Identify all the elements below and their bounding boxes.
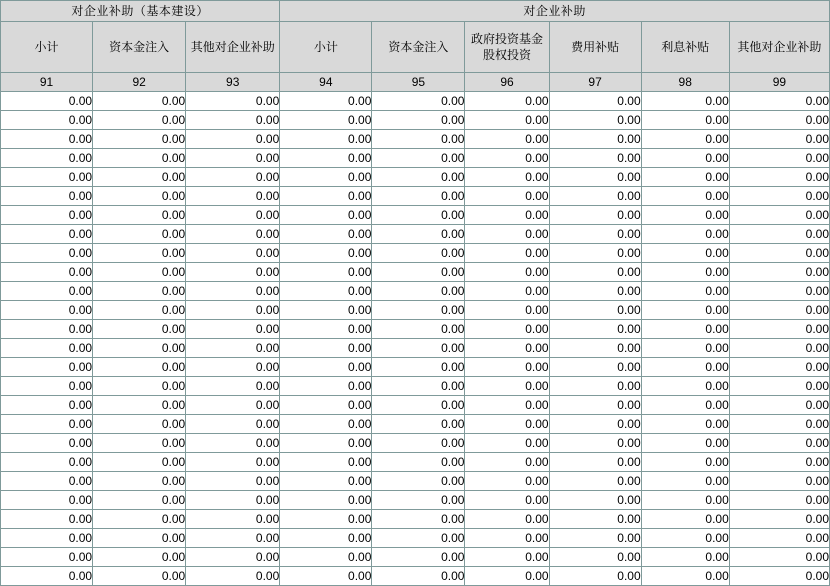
table-cell[interactable]: 0.00 (372, 263, 465, 282)
table-cell[interactable]: 0.00 (549, 187, 641, 206)
table-cell[interactable]: 0.00 (1, 548, 93, 567)
table-cell[interactable]: 0.00 (729, 92, 829, 111)
table-cell[interactable]: 0.00 (729, 453, 829, 472)
table-cell[interactable]: 0.00 (729, 377, 829, 396)
table-cell[interactable]: 0.00 (549, 168, 641, 187)
table-cell[interactable]: 0.00 (465, 358, 549, 377)
table-cell[interactable]: 0.00 (641, 149, 729, 168)
table-cell[interactable]: 0.00 (93, 415, 186, 434)
table-cell[interactable]: 0.00 (465, 453, 549, 472)
table-cell[interactable]: 0.00 (1, 377, 93, 396)
table-cell[interactable]: 0.00 (280, 244, 372, 263)
table-cell[interactable]: 0.00 (186, 92, 280, 111)
table-cell[interactable]: 0.00 (549, 377, 641, 396)
table-cell[interactable]: 0.00 (186, 453, 280, 472)
table-row (1, 187, 830, 206)
table-cell[interactable]: 0.00 (372, 415, 465, 434)
column-header-cell: 费用补贴 (549, 22, 641, 73)
table-cell[interactable]: 0.00 (465, 301, 549, 320)
table-cell[interactable]: 0.00 (729, 472, 829, 491)
table-cell[interactable]: 0.00 (729, 149, 829, 168)
table-row (1, 529, 830, 548)
table-cell[interactable]: 0.00 (549, 415, 641, 434)
table-cell[interactable]: 0.00 (93, 225, 186, 244)
table-cell[interactable]: 0.00 (186, 320, 280, 339)
table-row (1, 168, 830, 187)
table-row (1, 548, 830, 567)
table-cell[interactable]: 0.00 (1, 149, 93, 168)
table-cell[interactable]: 0.00 (372, 453, 465, 472)
table-cell[interactable]: 0.00 (641, 548, 729, 567)
table-row (1, 510, 830, 529)
table-row (1, 301, 830, 320)
column-header-cell: 资本金注入 (372, 22, 465, 73)
table-cell[interactable]: 0.00 (641, 529, 729, 548)
table-cell[interactable]: 0.00 (280, 320, 372, 339)
table-cell[interactable]: 0.00 (186, 111, 280, 130)
column-code-cell: 98 (641, 73, 729, 92)
table-cell[interactable]: 0.00 (1, 130, 93, 149)
table-cell[interactable]: 0.00 (186, 168, 280, 187)
table-cell[interactable]: 0.00 (93, 130, 186, 149)
table-cell[interactable]: 0.00 (641, 130, 729, 149)
table-cell[interactable]: 0.00 (641, 396, 729, 415)
table-cell[interactable]: 0.00 (186, 282, 280, 301)
group-header-cell: 对企业补助（基本建设） (1, 1, 280, 22)
table-row (1, 282, 830, 301)
table-row (1, 491, 830, 510)
table-row (1, 225, 830, 244)
table-cell[interactable]: 0.00 (93, 453, 186, 472)
table-cell[interactable]: 0.00 (549, 434, 641, 453)
table-cell[interactable]: 0.00 (465, 529, 549, 548)
table-cell[interactable]: 0.00 (641, 187, 729, 206)
column-header-cell: 资本金注入 (93, 22, 186, 73)
table-cell[interactable]: 0.00 (729, 187, 829, 206)
group-header-cell: 对企业补助 (280, 1, 830, 22)
table-cell[interactable]: 0.00 (372, 130, 465, 149)
table-cell[interactable]: 0.00 (641, 415, 729, 434)
table-cell[interactable]: 0.00 (93, 301, 186, 320)
table-cell[interactable]: 0.00 (549, 320, 641, 339)
table-cell[interactable]: 0.00 (1, 339, 93, 358)
table-cell[interactable]: 0.00 (186, 358, 280, 377)
table-cell[interactable]: 0.00 (465, 111, 549, 130)
table-cell[interactable]: 0.00 (641, 206, 729, 225)
table-cell[interactable]: 0.00 (729, 111, 829, 130)
table-cell[interactable]: 0.00 (186, 149, 280, 168)
table-cell[interactable]: 0.00 (729, 263, 829, 282)
table-row (1, 92, 830, 111)
table-cell[interactable]: 0.00 (549, 472, 641, 491)
table-cell[interactable]: 0.00 (729, 320, 829, 339)
table-cell[interactable]: 0.00 (549, 301, 641, 320)
table-cell[interactable]: 0.00 (93, 282, 186, 301)
table-row (1, 320, 830, 339)
table-header (1, 1, 830, 92)
table-cell[interactable]: 0.00 (641, 491, 729, 510)
table-cell[interactable]: 0.00 (1, 282, 93, 301)
table-cell[interactable]: 0.00 (641, 510, 729, 529)
column-code-cell: 93 (186, 73, 280, 92)
table-cell[interactable]: 0.00 (465, 149, 549, 168)
table-cell[interactable]: 0.00 (465, 510, 549, 529)
table-cell[interactable]: 0.00 (372, 187, 465, 206)
table-cell[interactable]: 0.00 (729, 206, 829, 225)
table-cell[interactable]: 0.00 (280, 377, 372, 396)
table-cell[interactable]: 0.00 (729, 415, 829, 434)
table-cell[interactable]: 0.00 (93, 396, 186, 415)
table-cell[interactable]: 0.00 (93, 358, 186, 377)
table-row (1, 244, 830, 263)
table-cell[interactable]: 0.00 (465, 320, 549, 339)
table-cell[interactable]: 0.00 (280, 263, 372, 282)
table-cell[interactable]: 0.00 (729, 567, 829, 586)
table-cell[interactable]: 0.00 (186, 301, 280, 320)
table-cell[interactable]: 0.00 (93, 472, 186, 491)
table-cell[interactable]: 0.00 (1, 396, 93, 415)
table-cell[interactable]: 0.00 (372, 225, 465, 244)
table-cell[interactable]: 0.00 (186, 491, 280, 510)
table-cell[interactable]: 0.00 (1, 187, 93, 206)
table-cell[interactable]: 0.00 (372, 510, 465, 529)
table-cell[interactable]: 0.00 (186, 396, 280, 415)
table-cell[interactable]: 0.00 (372, 244, 465, 263)
column-header-row (1, 22, 830, 73)
group-header-row (1, 1, 830, 22)
table-cell[interactable]: 0.00 (641, 92, 729, 111)
table-row (1, 358, 830, 377)
table-row (1, 339, 830, 358)
table-cell[interactable]: 0.00 (280, 510, 372, 529)
table-cell[interactable]: 0.00 (280, 358, 372, 377)
table-cell[interactable]: 0.00 (1, 491, 93, 510)
table-cell[interactable]: 0.00 (372, 206, 465, 225)
table-cell[interactable]: 0.00 (186, 263, 280, 282)
table-cell[interactable]: 0.00 (280, 529, 372, 548)
table-cell[interactable]: 0.00 (186, 415, 280, 434)
table-cell[interactable]: 0.00 (372, 168, 465, 187)
column-header-cell: 其他对企业补助 (186, 22, 280, 73)
table-cell[interactable]: 0.00 (465, 263, 549, 282)
table-cell[interactable]: 0.00 (372, 339, 465, 358)
table-cell[interactable]: 0.00 (372, 567, 465, 586)
column-code-cell: 91 (1, 73, 93, 92)
table-cell[interactable]: 0.00 (1, 453, 93, 472)
table-cell[interactable]: 0.00 (280, 301, 372, 320)
table-cell[interactable]: 0.00 (186, 187, 280, 206)
table-cell[interactable]: 0.00 (93, 206, 186, 225)
table-cell[interactable]: 0.00 (372, 111, 465, 130)
table-cell[interactable]: 0.00 (1, 263, 93, 282)
table-cell[interactable]: 0.00 (1, 529, 93, 548)
table-row (1, 130, 830, 149)
table-cell[interactable]: 0.00 (93, 187, 186, 206)
table-cell[interactable]: 0.00 (549, 453, 641, 472)
column-header-cell: 其他对企业补助 (729, 22, 829, 73)
table-cell[interactable]: 0.00 (465, 244, 549, 263)
column-header-cell: 利息补贴 (641, 22, 729, 73)
table-cell[interactable]: 0.00 (729, 225, 829, 244)
table-cell[interactable]: 0.00 (549, 529, 641, 548)
table-row (1, 396, 830, 415)
table-cell[interactable]: 0.00 (93, 263, 186, 282)
table-cell[interactable]: 0.00 (729, 491, 829, 510)
table-cell[interactable]: 0.00 (280, 92, 372, 111)
table-cell[interactable]: 0.00 (186, 130, 280, 149)
table-cell[interactable]: 0.00 (1, 434, 93, 453)
table-cell[interactable]: 0.00 (280, 434, 372, 453)
table-cell[interactable]: 0.00 (280, 111, 372, 130)
table-cell[interactable]: 0.00 (465, 415, 549, 434)
table-cell[interactable]: 0.00 (93, 529, 186, 548)
column-header-cell: 政府投资基金股权投资 (465, 22, 549, 73)
table-row (1, 453, 830, 472)
table-cell[interactable]: 0.00 (549, 548, 641, 567)
table-cell[interactable]: 0.00 (186, 434, 280, 453)
table-cell[interactable]: 0.00 (641, 453, 729, 472)
table-cell[interactable]: 0.00 (280, 453, 372, 472)
column-code-cell: 92 (93, 73, 186, 92)
column-code-cell: 94 (280, 73, 372, 92)
table-row (1, 472, 830, 491)
table-cell[interactable]: 0.00 (729, 548, 829, 567)
table-cell[interactable]: 0.00 (641, 301, 729, 320)
table-cell[interactable]: 0.00 (549, 491, 641, 510)
table-cell[interactable]: 0.00 (93, 320, 186, 339)
table-cell[interactable]: 0.00 (729, 301, 829, 320)
table-cell[interactable]: 0.00 (280, 567, 372, 586)
table-cell[interactable]: 0.00 (465, 225, 549, 244)
table-cell[interactable]: 0.00 (465, 282, 549, 301)
table-cell[interactable]: 0.00 (549, 339, 641, 358)
table-cell[interactable]: 0.00 (465, 567, 549, 586)
table-cell[interactable]: 0.00 (1, 358, 93, 377)
table-cell[interactable]: 0.00 (549, 510, 641, 529)
table-cell[interactable]: 0.00 (641, 225, 729, 244)
table-cell[interactable]: 0.00 (1, 168, 93, 187)
table-cell[interactable]: 0.00 (1, 320, 93, 339)
table-cell[interactable]: 0.00 (93, 434, 186, 453)
column-code-cell: 99 (729, 73, 829, 92)
table-cell[interactable]: 0.00 (93, 149, 186, 168)
column-code-cell: 97 (549, 73, 641, 92)
table-cell[interactable]: 0.00 (1, 92, 93, 111)
table-cell[interactable]: 0.00 (93, 92, 186, 111)
table-cell[interactable]: 0.00 (280, 472, 372, 491)
table-cell[interactable]: 0.00 (1, 244, 93, 263)
table-cell[interactable]: 0.00 (280, 149, 372, 168)
table-cell[interactable]: 0.00 (549, 130, 641, 149)
table-cell[interactable]: 0.00 (280, 548, 372, 567)
table-cell[interactable]: 0.00 (186, 510, 280, 529)
table-cell[interactable]: 0.00 (280, 168, 372, 187)
table-cell[interactable]: 0.00 (372, 548, 465, 567)
table-cell[interactable]: 0.00 (93, 510, 186, 529)
table-cell[interactable]: 0.00 (465, 434, 549, 453)
table-cell[interactable]: 0.00 (729, 396, 829, 415)
table-cell[interactable]: 0.00 (465, 339, 549, 358)
table-cell[interactable]: 0.00 (372, 149, 465, 168)
table-cell[interactable]: 0.00 (93, 548, 186, 567)
table-cell[interactable]: 0.00 (186, 339, 280, 358)
table-row (1, 111, 830, 130)
table-cell[interactable]: 0.00 (280, 282, 372, 301)
table-cell[interactable]: 0.00 (465, 548, 549, 567)
table-cell[interactable]: 0.00 (641, 282, 729, 301)
table-cell[interactable]: 0.00 (549, 244, 641, 263)
table-row (1, 263, 830, 282)
table-cell[interactable]: 0.00 (93, 111, 186, 130)
table-cell[interactable]: 0.00 (93, 339, 186, 358)
table-cell[interactable]: 0.00 (1, 472, 93, 491)
table-cell[interactable]: 0.00 (729, 358, 829, 377)
table-cell[interactable]: 0.00 (186, 377, 280, 396)
table-cell[interactable]: 0.00 (465, 92, 549, 111)
table-cell[interactable]: 0.00 (729, 339, 829, 358)
table-cell[interactable]: 0.00 (186, 472, 280, 491)
table-cell[interactable]: 0.00 (549, 567, 641, 586)
table-cell[interactable]: 0.00 (280, 396, 372, 415)
table-cell[interactable]: 0.00 (372, 472, 465, 491)
table-body (1, 92, 830, 586)
table-cell[interactable]: 0.00 (1, 301, 93, 320)
table-cell[interactable]: 0.00 (93, 244, 186, 263)
table-cell[interactable]: 0.00 (93, 377, 186, 396)
table-cell[interactable]: 0.00 (465, 168, 549, 187)
table-cell[interactable]: 0.00 (280, 187, 372, 206)
table-cell[interactable]: 0.00 (641, 377, 729, 396)
table-cell[interactable]: 0.00 (186, 244, 280, 263)
table-cell[interactable]: 0.00 (280, 339, 372, 358)
table-cell[interactable]: 0.00 (186, 529, 280, 548)
table-cell[interactable]: 0.00 (465, 472, 549, 491)
table-cell[interactable]: 0.00 (641, 434, 729, 453)
table-cell[interactable]: 0.00 (186, 567, 280, 586)
table-cell[interactable]: 0.00 (1, 415, 93, 434)
table-cell[interactable]: 0.00 (1, 510, 93, 529)
table-cell[interactable]: 0.00 (549, 149, 641, 168)
table-cell[interactable]: 0.00 (549, 358, 641, 377)
table-cell[interactable]: 0.00 (372, 396, 465, 415)
table-cell[interactable]: 0.00 (549, 263, 641, 282)
table-cell[interactable]: 0.00 (641, 111, 729, 130)
table-row (1, 567, 830, 586)
table-cell[interactable]: 0.00 (93, 491, 186, 510)
table-cell[interactable]: 0.00 (372, 92, 465, 111)
table-cell[interactable]: 0.00 (549, 92, 641, 111)
table-cell[interactable]: 0.00 (93, 567, 186, 586)
table-cell[interactable]: 0.00 (641, 244, 729, 263)
table-cell[interactable]: 0.00 (465, 377, 549, 396)
table-cell[interactable]: 0.00 (729, 529, 829, 548)
table-cell[interactable]: 0.00 (641, 358, 729, 377)
table-cell[interactable]: 0.00 (729, 244, 829, 263)
table-row (1, 434, 830, 453)
table-cell[interactable]: 0.00 (641, 263, 729, 282)
table-cell[interactable]: 0.00 (641, 168, 729, 187)
column-code-cell: 95 (372, 73, 465, 92)
table-cell[interactable]: 0.00 (729, 510, 829, 529)
table-cell[interactable]: 0.00 (372, 358, 465, 377)
table-cell[interactable]: 0.00 (372, 491, 465, 510)
table-cell[interactable]: 0.00 (1, 206, 93, 225)
column-code-row (1, 73, 830, 92)
table-cell[interactable]: 0.00 (641, 472, 729, 491)
table-cell[interactable]: 0.00 (372, 434, 465, 453)
column-code-cell: 96 (465, 73, 549, 92)
table-cell[interactable]: 0.00 (1, 111, 93, 130)
table-cell[interactable]: 0.00 (280, 225, 372, 244)
table-cell[interactable]: 0.00 (1, 567, 93, 586)
table-cell[interactable]: 0.00 (549, 396, 641, 415)
table-cell[interactable]: 0.00 (372, 320, 465, 339)
table-cell[interactable]: 0.00 (729, 168, 829, 187)
table-cell[interactable]: 0.00 (280, 130, 372, 149)
table-cell[interactable]: 0.00 (549, 111, 641, 130)
table-cell[interactable]: 0.00 (729, 130, 829, 149)
table-cell[interactable]: 0.00 (641, 567, 729, 586)
table-cell[interactable]: 0.00 (549, 282, 641, 301)
table-cell[interactable]: 0.00 (465, 206, 549, 225)
table-cell[interactable]: 0.00 (372, 529, 465, 548)
table-cell[interactable]: 0.00 (465, 187, 549, 206)
table-cell[interactable]: 0.00 (186, 225, 280, 244)
table-cell[interactable]: 0.00 (372, 377, 465, 396)
table-cell[interactable]: 0.00 (280, 415, 372, 434)
table-cell[interactable]: 0.00 (372, 301, 465, 320)
table-cell[interactable]: 0.00 (280, 206, 372, 225)
table-cell[interactable]: 0.00 (186, 206, 280, 225)
table-row (1, 415, 830, 434)
table-cell[interactable]: 0.00 (465, 491, 549, 510)
table-cell[interactable]: 0.00 (549, 225, 641, 244)
table-cell[interactable]: 0.00 (465, 130, 549, 149)
table-row (1, 206, 830, 225)
table-cell[interactable]: 0.00 (729, 434, 829, 453)
table-cell[interactable]: 0.00 (465, 396, 549, 415)
table-cell[interactable]: 0.00 (641, 320, 729, 339)
table-cell[interactable]: 0.00 (549, 206, 641, 225)
table-cell[interactable]: 0.00 (729, 282, 829, 301)
column-header-cell: 小计 (280, 22, 372, 73)
table-cell[interactable]: 0.00 (93, 168, 186, 187)
table-row (1, 149, 830, 168)
table-cell[interactable]: 0.00 (372, 282, 465, 301)
table-cell[interactable]: 0.00 (280, 491, 372, 510)
table-cell[interactable]: 0.00 (186, 548, 280, 567)
table-cell[interactable]: 0.00 (641, 339, 729, 358)
column-header-cell: 小计 (1, 22, 93, 73)
table-cell[interactable]: 0.00 (1, 225, 93, 244)
table-row (1, 377, 830, 396)
